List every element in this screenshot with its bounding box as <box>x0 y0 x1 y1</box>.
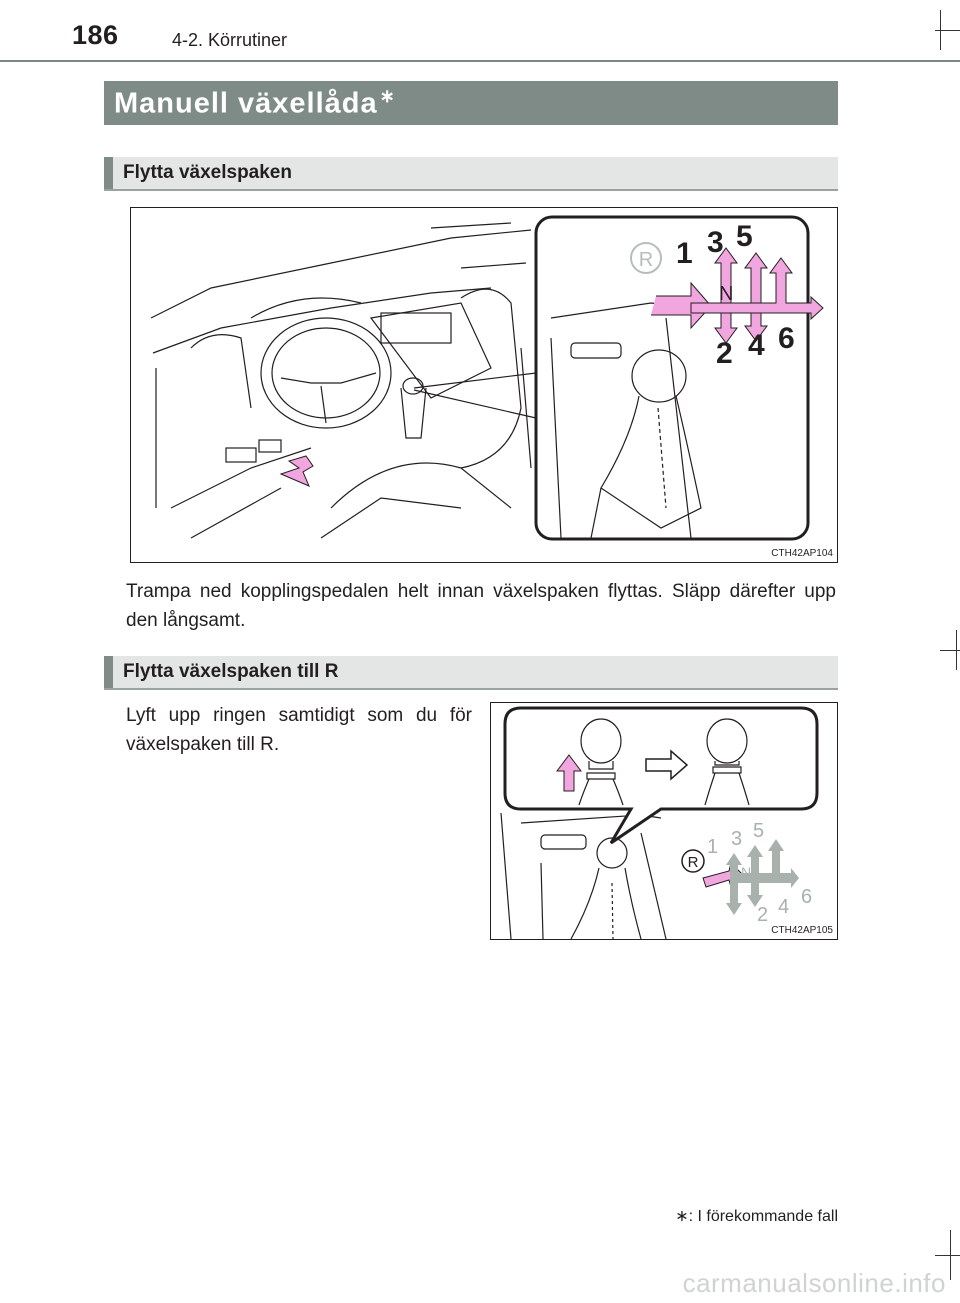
page-title <box>114 86 396 121</box>
shift-gear-2-small: 2 <box>757 904 769 926</box>
shift-gear-3-small: 3 <box>731 828 743 850</box>
subheading-2-text: Flytta växelspaken till R <box>123 661 339 682</box>
clutch-pointer-arrow <box>281 456 313 486</box>
shift-gear-4-small: 4 <box>778 896 790 918</box>
section-label: 4-2. Körrutiner <box>172 30 288 50</box>
figure-2-code: CTH42AP105 <box>771 925 833 936</box>
footnote <box>675 1206 838 1226</box>
watermark: carmanualsonline.info <box>682 1268 946 1298</box>
subheading-bar <box>104 656 113 688</box>
shift-neutral-2: N <box>741 864 752 880</box>
shift-r-label-1: R <box>638 249 654 271</box>
crop-mark-mid-h <box>940 650 960 651</box>
reverse-shift-illustration <box>491 703 837 939</box>
shift-gear-1-small: 1 <box>707 836 719 858</box>
shift-gear-6: 6 <box>778 322 795 355</box>
shift-gear-5: 5 <box>736 220 753 253</box>
title-band <box>104 81 838 125</box>
shift-gear-4: 4 <box>748 329 765 362</box>
subheading-bar <box>104 157 113 189</box>
figure-2 <box>490 702 838 940</box>
figure-1 <box>130 207 838 563</box>
page-title-text: Manuell växellåda <box>114 87 378 120</box>
subheading-1 <box>104 157 838 191</box>
crop-mark-bottom-h <box>935 1255 960 1256</box>
subheading-1-text: Flytta växelspaken <box>123 162 292 183</box>
inset-callout <box>505 708 817 843</box>
shift-pattern-diagram-2 <box>682 820 812 926</box>
crop-mark-top-h <box>935 30 960 31</box>
inset-box <box>536 217 808 539</box>
footnote-text: : I förekommande fall <box>688 1208 838 1225</box>
shift-gear-5-small: 5 <box>753 820 765 842</box>
header-rule <box>0 60 960 62</box>
cockpit-illustration <box>131 208 837 562</box>
subheading-2 <box>104 656 838 690</box>
footnote-mark: ∗ <box>675 1208 689 1225</box>
shift-r-label-2: R <box>687 854 699 871</box>
shift-gear-2: 2 <box>716 337 733 370</box>
shift-gear-1: 1 <box>676 237 693 270</box>
title-asterisk: ∗ <box>379 85 396 106</box>
figure-1-code: CTH42AP104 <box>771 548 833 559</box>
shift-gear-3: 3 <box>707 226 724 259</box>
section-1-body: Trampa ned kopplingspedalen helt innan växelspaken flyttas. Släpp därefter upp den långsamt. <box>126 581 836 631</box>
page-number: 186 <box>72 20 119 50</box>
shift-gear-6-small: 6 <box>801 886 813 908</box>
section-2-body: Lyft upp ringen samtidigt som du för växelspaken till R. <box>126 705 472 755</box>
shift-neutral-1: N <box>719 283 734 305</box>
